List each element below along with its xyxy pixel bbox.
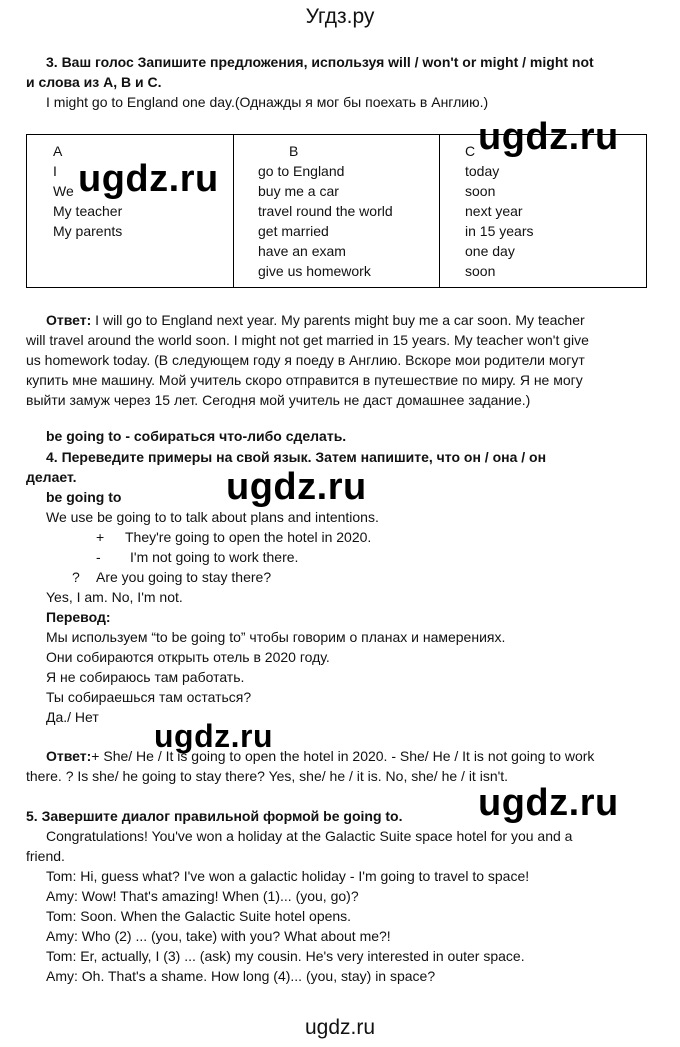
column-b-item: give us homework	[258, 263, 371, 279]
ex4-example-question: Are you going to stay there?	[96, 569, 272, 585]
ex4-translation-line: Они собираются открыть отель в 2020 году.	[46, 649, 330, 665]
column-a-header: A	[53, 143, 63, 159]
column-c-item: one day	[465, 243, 515, 259]
ex3-answer-label: Ответ:	[46, 312, 92, 328]
watermark: ugdz.ru	[478, 116, 619, 158]
ex4-example-minus-sign: -	[96, 549, 101, 565]
column-b-header: B	[289, 143, 299, 159]
ex3-title-line2: и слова из А, В и С.	[26, 74, 162, 90]
ex3-answer-line2: will travel around the world soon. I might not get married in 15 years. My teacher won't give	[26, 332, 589, 348]
ex4-translation-line: Да./ Нет	[46, 709, 99, 725]
column-a-item: My teacher	[53, 203, 123, 219]
column-c-item: soon	[465, 183, 496, 199]
column-a-item: My parents	[53, 223, 123, 239]
column-b-item: go to England	[258, 163, 345, 179]
watermark: ugdz.ru	[154, 718, 274, 754]
ex4-translation-line: Я не собираюсь там работать.	[46, 669, 245, 685]
ex3-answer-line1: Ответ: I will go to England next year. My parents might buy me a car soon. My teacher	[46, 312, 585, 328]
ex4-title-line2: делает.	[26, 469, 77, 485]
ex4-example-plus-sign: +	[96, 529, 105, 545]
column-a-item: I	[53, 163, 57, 179]
column-b-item: get married	[258, 223, 329, 239]
column-a-item: We	[53, 183, 74, 199]
ex4-answer-line1: Ответ:+ She/ He / It is going to open the hotel in 2020. - She/ He / It is not going to work	[46, 748, 595, 764]
site-header: Угдз.ру	[305, 5, 375, 28]
ex4-intro: We use be going to to talk about plans and intentions.	[46, 509, 379, 525]
ex3-answer-line4: купить мне машину. Мой учитель скоро отправится в путешествие по миру. Я не могу	[26, 372, 583, 388]
watermark: ugdz.ru	[78, 158, 219, 200]
column-c-header: C	[465, 143, 476, 159]
ex4-translation-line: Мы используем “to be going to” чтобы говорим о планах и намерениях.	[46, 629, 506, 645]
ex5-line: Tom: Er, actually, I (3) ... (ask) my cousin. He's very interested in outer space.	[46, 948, 525, 964]
ex5-line: Amy: Who (2) ... (you, take) with you? What about me?!	[46, 928, 391, 944]
column-c-item: next year	[465, 203, 523, 219]
ex4-definition: be going to - собираться что-либо сделать.	[46, 428, 347, 444]
ex5-line: Tom: Hi, guess what? I've won a galactic holiday - I'm going to travel to space!	[46, 868, 530, 884]
ex4-example-question-sign: ?	[72, 569, 80, 585]
ex4-example-plus: They're going to open the hotel in 2020.	[125, 529, 372, 545]
ex5-line: Tom: Soon. When the Galactic Suite hotel opens.	[46, 908, 352, 924]
column-b-item: have an exam	[258, 243, 346, 259]
ex5-line: Amy: Wow! That's amazing! When (1)... (you, go)?	[46, 888, 359, 904]
ex4-example-minus: I'm not going to work there.	[130, 549, 299, 565]
ex5-line: Amy: Oh. That's a shame. How long (4)... (you, stay) in space?	[46, 968, 436, 984]
ex4-answer-label: Ответ:	[46, 748, 92, 764]
ex4-translation-label: Перевод:	[46, 609, 111, 625]
ex3-title-line1: 3. Ваш голос Запишите предложения, используя will / won't or might / might not	[46, 54, 594, 70]
column-c-item: in 15 years	[465, 223, 534, 239]
column-b-item: travel round the world	[258, 203, 393, 219]
watermark: ugdz.ru	[226, 466, 367, 508]
column-c-item: soon	[465, 263, 496, 279]
ex3-answer-line3: us homework today. (В следующем году я поеду в Англию. Вскоре мои родители могут	[26, 352, 585, 368]
ex5-title: 5. Завершите диалог правильной формой be going to.	[26, 808, 403, 824]
ex3-example: I might go to England one day.(Однажды я мог бы поехать в Англию.)	[46, 94, 489, 110]
ex4-answer-line2: there. ? Is she/ he going to stay there? Yes, she/ he / it is. No, she/ he / it isn't.	[26, 768, 509, 784]
column-b	[234, 135, 440, 288]
watermark: ugdz.ru	[478, 782, 619, 824]
ex4-translation-line: Ты собираешься там остаться?	[46, 689, 252, 705]
ex5-line: Congratulations! You've won a holiday at the Galactic Suite space hotel for you and a	[46, 828, 573, 844]
ex4-short-answers: Yes, I am. No, I'm not.	[46, 589, 183, 605]
ex3-answer-line5: выйти замуж через 15 лет. Сегодня мой учитель не даст домашнее задание.)	[26, 392, 531, 408]
ex4-title-line1: 4. Переведите примеры на свой язык. Затем напишите, что он / она / он	[46, 449, 547, 465]
ex5-line: friend.	[26, 848, 65, 864]
site-footer: ugdz.ru	[304, 1016, 376, 1039]
ex4-subtitle: be going to	[46, 489, 122, 505]
column-b-item: buy me a car	[258, 183, 339, 199]
column-c-item: today	[465, 163, 500, 179]
